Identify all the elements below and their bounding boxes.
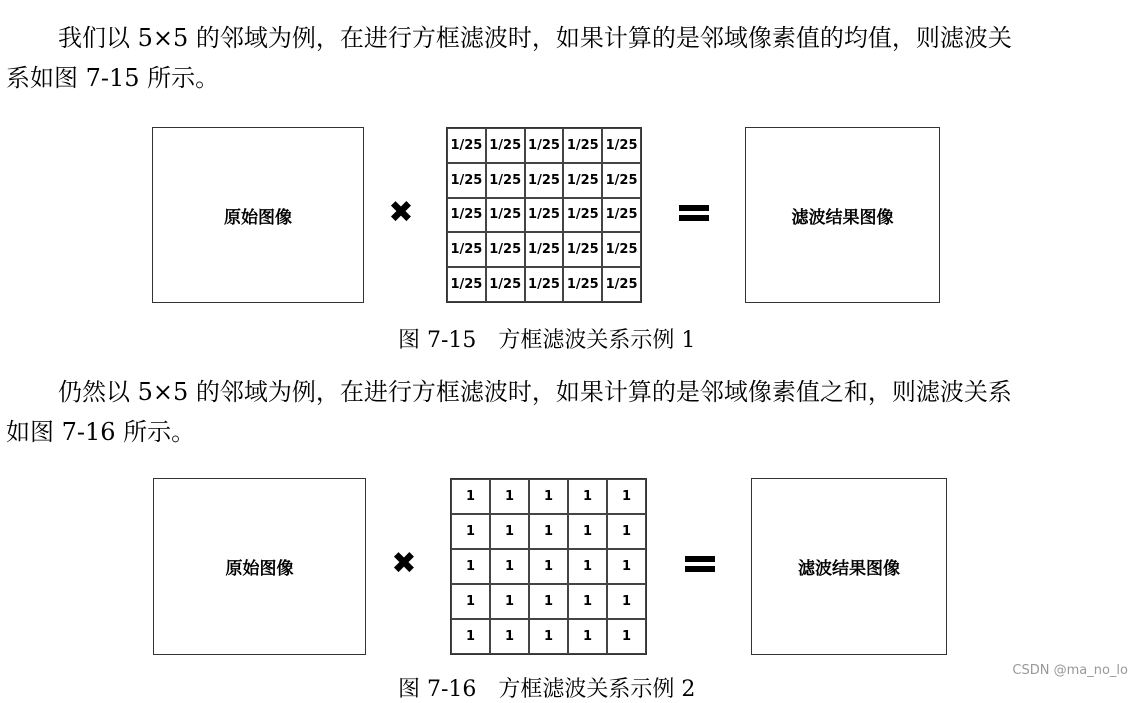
kernel-cell: 1	[451, 514, 490, 549]
kernel-cell: 1	[490, 479, 529, 514]
paragraph-2-line-1: 仍然以 5×5 的邻域为例，在进行方框滤波时，如果计算的是邻域像素值之和，则滤波关系	[58, 378, 1012, 406]
figure-1-input-label: 原始图像	[224, 207, 292, 228]
paragraph-1-line-2: 系如图 7-15 所示。	[6, 64, 220, 92]
figure-2-output-image-box	[751, 478, 947, 655]
kernel-cell: 1/25	[447, 232, 486, 267]
paragraph-2-line-2: 如图 7-16 所示。	[6, 418, 196, 446]
kernel-cell: 1	[607, 514, 646, 549]
kernel-cell: 1/25	[602, 267, 641, 302]
kernel-cell: 1/25	[563, 198, 602, 233]
kernel-cell: 1/25	[486, 267, 525, 302]
kernel-cell: 1	[568, 619, 607, 654]
kernel-cell: 1	[607, 619, 646, 654]
kernel-cell: 1	[607, 549, 646, 584]
kernel-cell: 1	[607, 479, 646, 514]
kernel-cell: 1	[607, 584, 646, 619]
figure-1-input-image-box	[152, 127, 364, 303]
kernel-cell: 1/25	[602, 232, 641, 267]
kernel-cell: 1	[451, 549, 490, 584]
figure-2-multiply-icon: ✖	[391, 546, 417, 581]
kernel-cell: 1/25	[447, 163, 486, 198]
kernel-cell: 1	[568, 479, 607, 514]
figure-2-kernel-grid	[450, 478, 647, 655]
figure-1-multiply-icon: ✖	[388, 195, 414, 230]
kernel-cell: 1/25	[525, 163, 564, 198]
kernel-cell: 1	[490, 619, 529, 654]
kernel-cell: 1/25	[447, 267, 486, 302]
kernel-cell: 1	[451, 479, 490, 514]
figure-1-equals-icon	[679, 201, 709, 225]
kernel-cell: 1/25	[563, 128, 602, 163]
kernel-cell: 1	[490, 584, 529, 619]
kernel-cell: 1	[568, 514, 607, 549]
kernel-cell: 1/25	[447, 128, 486, 163]
kernel-cell: 1/25	[563, 232, 602, 267]
kernel-cell: 1	[529, 549, 568, 584]
figure-1-kernel-grid	[446, 127, 642, 303]
figure-2-output-label: 滤波结果图像	[798, 559, 900, 579]
kernel-cell: 1/25	[447, 198, 486, 233]
watermark: CSDN @ma_no_lo	[1012, 663, 1128, 678]
kernel-cell: 1/25	[563, 163, 602, 198]
kernel-cell: 1/25	[525, 267, 564, 302]
kernel-cell: 1/25	[486, 163, 525, 198]
paragraph-2	[6, 372, 1126, 452]
kernel-cell: 1	[529, 619, 568, 654]
kernel-cell: 1	[529, 479, 568, 514]
paragraph-1-line-1: 我们以 5×5 的邻域为例，在进行方框滤波时，如果计算的是邻域像素值的均值，则滤波关	[58, 24, 1012, 52]
figure-1-caption: 图 7-15 方框滤波关系示例 1	[398, 328, 696, 353]
kernel-cell: 1/25	[563, 267, 602, 302]
kernel-cell: 1	[490, 549, 529, 584]
kernel-cell: 1/25	[602, 128, 641, 163]
kernel-cell: 1/25	[602, 198, 641, 233]
kernel-cell: 1/25	[486, 128, 525, 163]
kernel-cell: 1/25	[486, 198, 525, 233]
kernel-cell: 1/25	[602, 163, 641, 198]
kernel-cell: 1	[568, 584, 607, 619]
kernel-cell: 1	[529, 584, 568, 619]
kernel-cell: 1/25	[525, 198, 564, 233]
figure-2-input-image-box	[153, 478, 366, 655]
kernel-cell: 1	[451, 584, 490, 619]
kernel-cell: 1/25	[525, 128, 564, 163]
kernel-cell: 1	[529, 514, 568, 549]
figure-2-input-label: 原始图像	[225, 559, 294, 579]
figure-2-equals-icon	[685, 552, 715, 576]
figure-2-caption: 图 7-16 方框滤波关系示例 2	[398, 677, 696, 702]
kernel-cell: 1	[568, 549, 607, 584]
kernel-cell: 1/25	[486, 232, 525, 267]
paragraph-1	[6, 18, 1126, 98]
figure-1-output-label: 滤波结果图像	[791, 207, 894, 228]
kernel-cell: 1	[490, 514, 529, 549]
figure-1-output-image-box	[745, 127, 940, 303]
kernel-cell: 1	[451, 619, 490, 654]
kernel-cell: 1/25	[525, 232, 564, 267]
